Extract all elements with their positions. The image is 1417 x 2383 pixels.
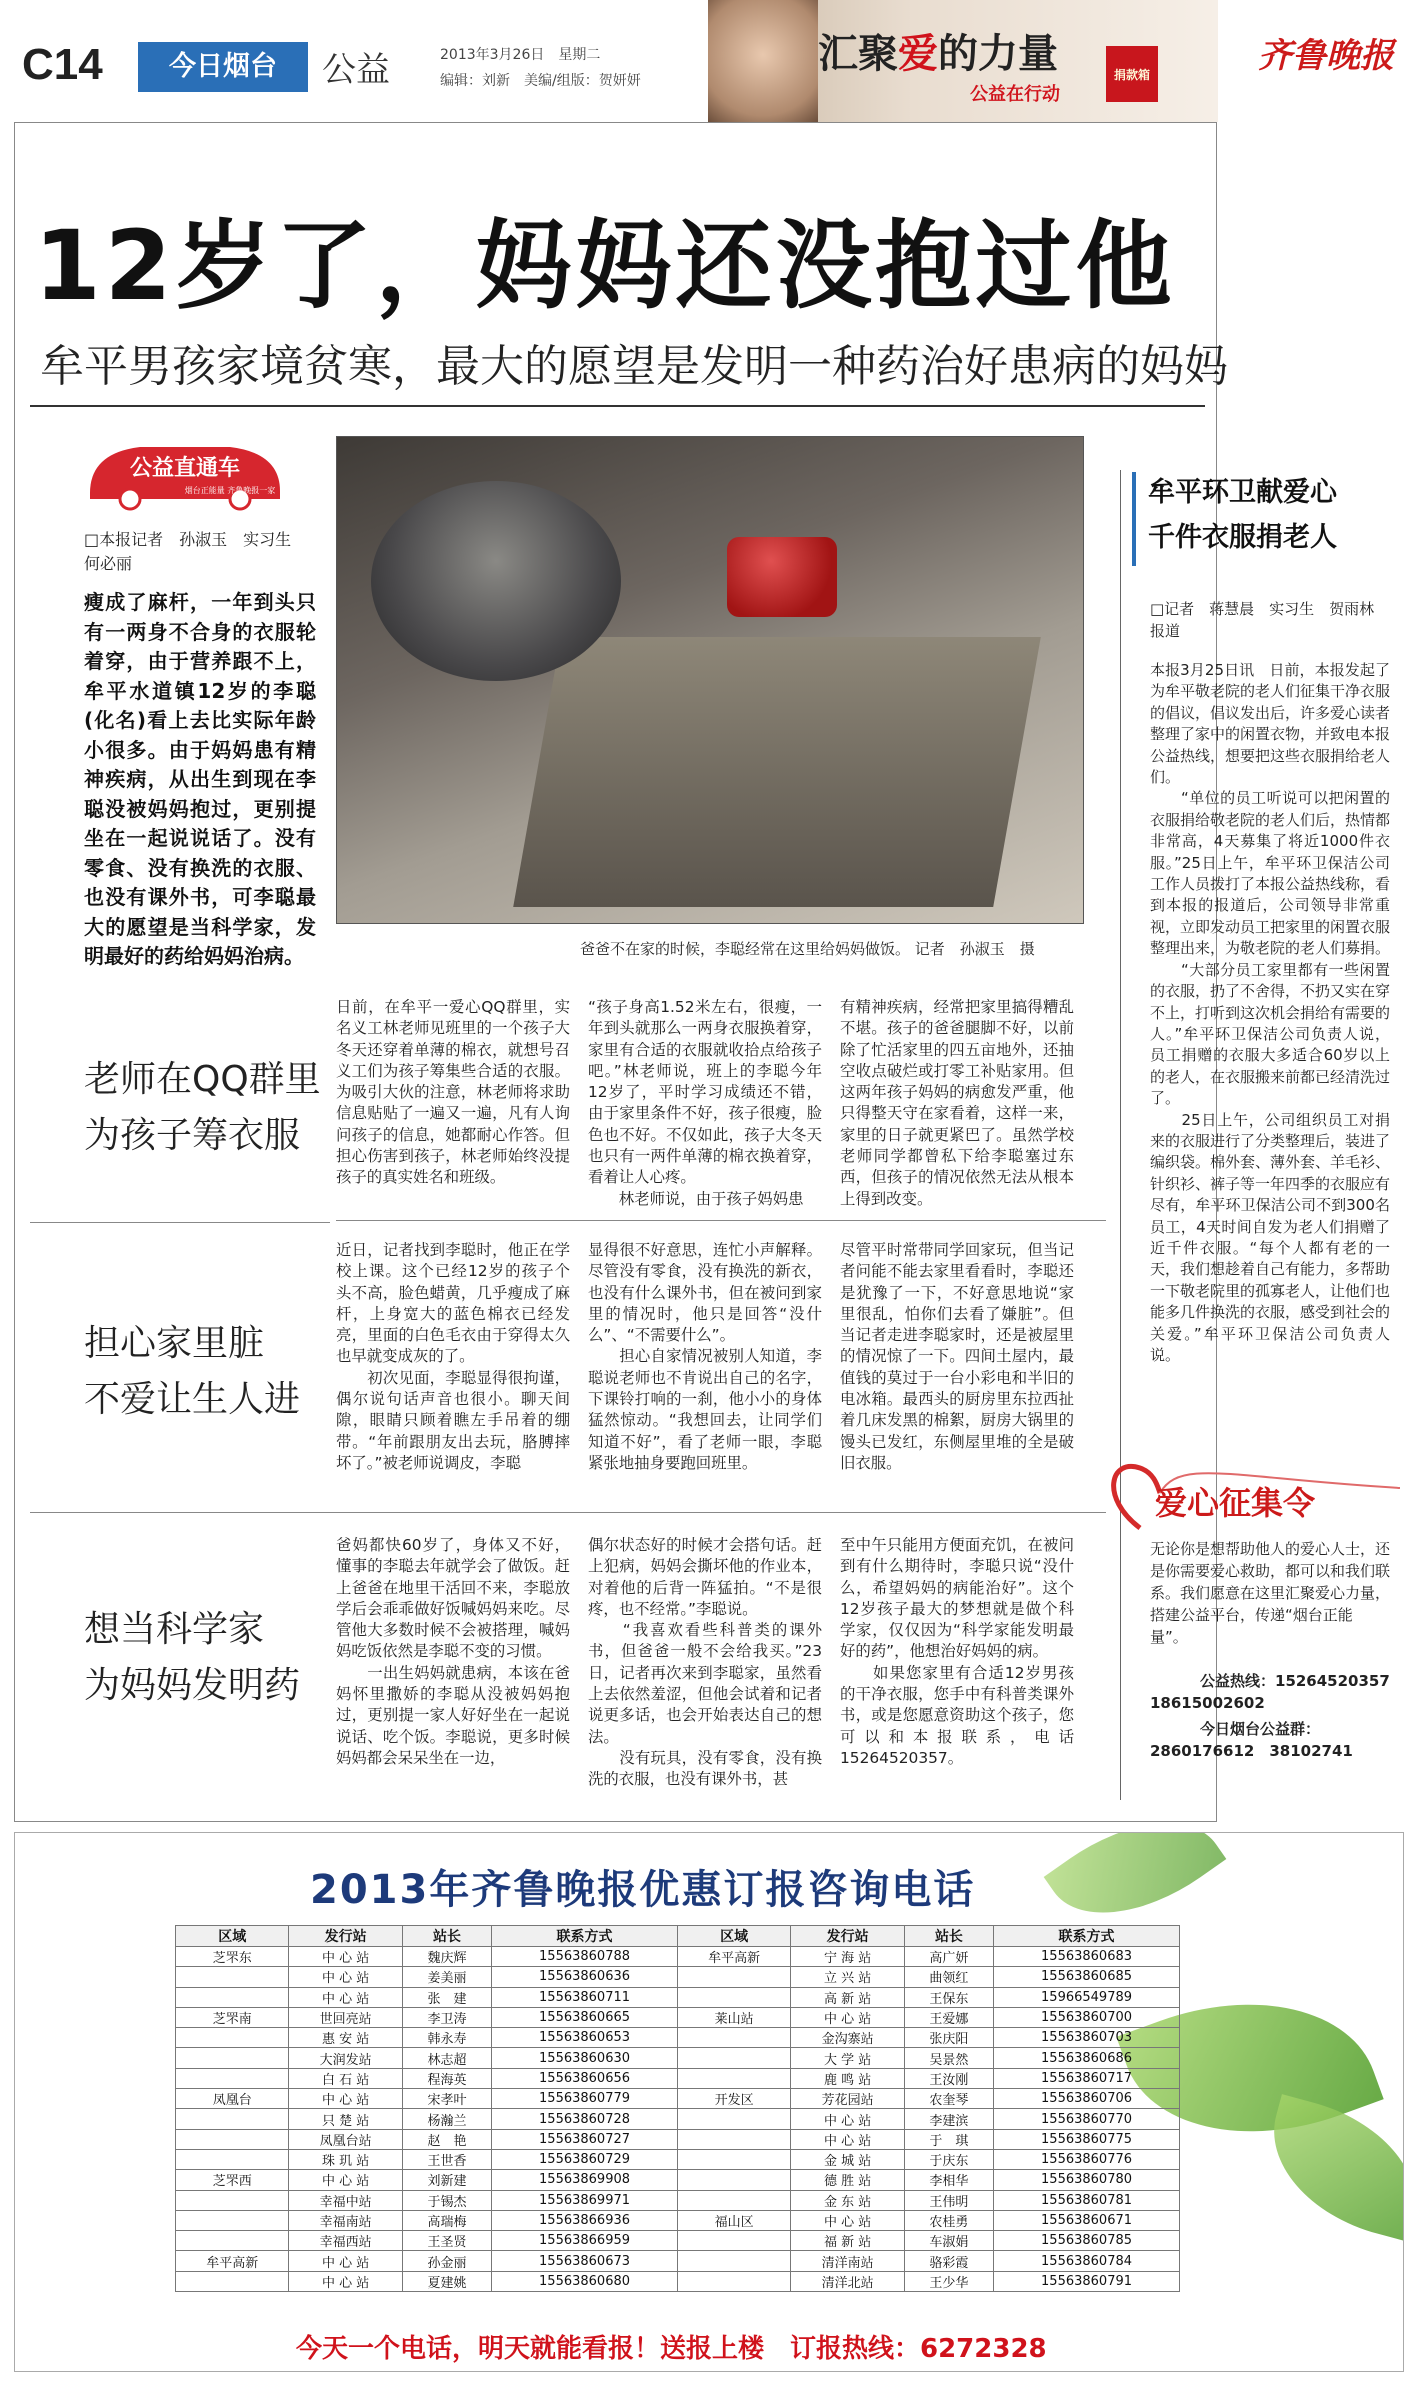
banner-subtitle: 公益在行动 (970, 84, 1060, 105)
table-cell: 福山区 (677, 2210, 790, 2230)
table-cell: 15563860791 (994, 2271, 1180, 2291)
table-cell: 金 东 站 (791, 2190, 904, 2210)
table-cell: 凤凰台站 (289, 2129, 402, 2149)
article-column: 尽管平时常带同学回家玩，但当记者问能不能去家里看看时，李聪还是犹豫了一下，不好意思地说“家里很乱，怕你们去看了嫌脏”。但当记者走进李聪家时，还是被屋里的情况惊了一下。四间土屋内，最值钱的莫过于一台小彩电和半旧的电冰箱。最西头的厨房里东拉西扯着几床发黑的棉絮，厨房大锅里的馒头已发红，东侧屋里堆的全是破旧衣服。 (840, 1241, 1074, 1472)
table-row (176, 2210, 1180, 2230)
table-cell: 15563860711 (492, 1987, 678, 2007)
accent-bar (1132, 472, 1136, 566)
table-cell: 李卫涛 (402, 2007, 491, 2027)
table-row (176, 2028, 1180, 2048)
table-cell: 15563860775 (994, 2129, 1180, 2149)
logo-text: 公益直通车 (129, 456, 241, 481)
side-byline: □记者 蒋慧晨 实习生 贺雨林 报道 (1150, 600, 1390, 640)
table-cell: 15966549789 (994, 1987, 1180, 2007)
table-cell: 幸福南站 (289, 2210, 402, 2230)
table-cell: 吴景然 (904, 2048, 993, 2068)
article-column: “孩子身高1.52米左右，很瘦，一年到头就那么一两身衣服换着穿，家里有合适的衣服就收拾点给孩子吧。”林老师说，班上的李聪今年12岁了，平时学习成绩还不错，由于家里条件不好，孩子很瘦，脸色也不好。不仅如此，孩子大冬天也只有一两件单薄的棉衣换着穿，看着让人心疼。 林老师说，由于孩子妈妈患 (588, 998, 822, 1208)
leaf-decoration (1253, 2094, 1404, 2242)
date: 2013年3月26日 星期二 (440, 47, 601, 63)
table-cell: 王少华 (904, 2271, 993, 2291)
stove-shape (513, 637, 1041, 907)
divider (30, 1222, 330, 1223)
table-cell: 清洋南站 (791, 2251, 904, 2271)
table-cell: 王保东 (904, 1987, 993, 2007)
table-cell: 15563860785 (994, 2231, 1180, 2251)
table-cell: 农桂勇 (904, 2210, 993, 2230)
table-cell: 中 心 站 (289, 1987, 402, 2007)
table-cell: 于 琪 (904, 2129, 993, 2149)
article-column: 显得很不好意思，连忙小声解释。尽管没有零食，没有换洗的新衣，也没有什么课外书，但在被问到家里的情况时，他只是回答“没什么”、“不需要什么”。 担心自家情况被别人知道，李聪说老师也不肯说出自己的名字，下课铃打响的一刹，他小小的身体猛然惊动。“我想回去，让同学们知道不好”，看了老师一眼，李聪紧张地抽身要跑回班里。 (588, 1241, 822, 1472)
table-cell: 凤凰台 (176, 2089, 289, 2109)
table-row (176, 2149, 1180, 2169)
table-cell (677, 2129, 790, 2149)
wok-shape (371, 481, 621, 681)
table-row (176, 2190, 1180, 2210)
callout-body: 无论你是想帮助他人的爱心人士，还是你需要爱心救助，都可以和我们联系。我们愿意在这里汇聚爱心力量，搭建公益平台，传递“烟台正能量”。 (1150, 1540, 1391, 1646)
divider (30, 405, 1205, 407)
hotline: 公益热线：15264520357 (1200, 1672, 1390, 1690)
table-row (176, 2231, 1180, 2251)
article-column: 日前，在牟平一爱心QQ群里，实名义工林老师见班里的一个孩子大冬天还穿着单薄的棉衣，就想号召义工们为孩子筹集些合适的衣服。为吸引大伙的注意，林老师将求助信息贴贴了一遍又一遍，凡有人询问孩子的信息，她都耐心作答。但担心伤害到孩子，林老师始终没提孩子的真实姓名和班级。 (336, 998, 570, 1187)
ad-footer: 今天一个电话，明天就能看报！送报上楼 订报热线：6272328 (296, 2334, 1047, 2364)
table-cell: 珠 玑 站 (289, 2149, 402, 2169)
table-cell: 芳花园站 (791, 2089, 904, 2109)
table-cell: 王汝刚 (904, 2068, 993, 2088)
table-cell: 15563860656 (492, 2068, 678, 2088)
table-cell (176, 1967, 289, 1987)
table-cell: 15563860630 (492, 2048, 678, 2068)
table-cell: 15563860717 (994, 2068, 1180, 2088)
table-cell: 开发区 (677, 2089, 790, 2109)
phone-label: 今日烟台公益群： (1200, 1720, 1321, 1738)
table-cell: 中 心 站 (289, 2170, 402, 2190)
table-cell: 15563860703 (994, 2028, 1180, 2048)
table-cell: 15563860779 (492, 2089, 678, 2109)
table-cell: 金 城 站 (791, 2149, 904, 2169)
table-cell: 只 楚 站 (289, 2109, 402, 2129)
side-headline: 牟平环卫献爱心 千件衣服捐老人 (1148, 477, 1337, 553)
charity-express-logo (80, 433, 290, 513)
table-cell: 农奎琴 (904, 2089, 993, 2109)
divider (336, 1220, 1106, 1221)
table-cell: 中 心 站 (289, 2089, 402, 2109)
charity-banner (708, 0, 1218, 122)
divider (30, 1512, 1106, 1513)
editors: 编辑：刘新 美编/组版：贺妍妍 (440, 73, 641, 89)
table-cell: 15563860784 (994, 2251, 1180, 2271)
table-cell: 幸福西站 (289, 2231, 402, 2251)
table-cell: 15563869908 (492, 2170, 678, 2190)
table-cell (677, 2109, 790, 2129)
table-cell (677, 2170, 790, 2190)
table-cell: 德 胜 站 (791, 2170, 904, 2190)
callout-title: 爱心征集令 (1155, 1484, 1316, 1522)
table-cell: 15563860683 (994, 1947, 1180, 1967)
table-cell: 15563860680 (492, 2271, 678, 2291)
table-cell: 芝罘东 (176, 1947, 289, 1967)
table-cell (677, 2048, 790, 2068)
table-cell: 15563860781 (994, 2190, 1180, 2210)
table-cell: 姜美丽 (402, 1967, 491, 1987)
table-cell: 中 心 站 (791, 2007, 904, 2027)
donation-box-icon: 捐款箱 (1106, 46, 1158, 102)
table-cell (677, 2028, 790, 2048)
table-cell (176, 2048, 289, 2068)
section-heading: 担心家里脏 不爱让生人进 (84, 1323, 301, 1420)
table-cell: 中 心 站 (289, 1967, 402, 1987)
table-cell: 世回亮站 (289, 2007, 402, 2027)
article-column: 至中午只能用方便面充饥，在被问到有什么期待时，李聪只说“没什么，希望妈妈的病能治好”。这个12岁孩子最大的梦想就是做个科学家，仅仅因为“科学家能发明最好的药”，他想治好妈妈的病。 如果您家里有合适12岁男孩的干净衣服，您手中有科普类课外书，或是您愿意资助这个孩子，您可以和本报联系，电话15264520357。 (840, 1536, 1074, 1767)
table-cell: 福 新 站 (791, 2231, 904, 2251)
table-cell: 高 新 站 (791, 1987, 904, 2007)
table-cell: 15563860776 (994, 2149, 1180, 2169)
phones: 2860176612 38102741 (1150, 1742, 1353, 1760)
table-cell (176, 2028, 289, 2048)
table-cell: 15563860700 (994, 2007, 1180, 2027)
table-cell: 15563860788 (492, 1947, 678, 1967)
table-cell (176, 1987, 289, 2007)
table-cell (677, 1967, 790, 1987)
table-cell: 王伟明 (904, 2190, 993, 2210)
table-cell (677, 2271, 790, 2291)
table-cell: 王爱娜 (904, 2007, 993, 2027)
table-cell (677, 1987, 790, 2007)
table-cell: 金沟寨站 (791, 2028, 904, 2048)
kitchen-photo (336, 436, 1084, 924)
table-cell: 杨瀚兰 (402, 2109, 491, 2129)
table-cell: 张 建 (402, 1987, 491, 2007)
hotline-2: 18615002602 (1150, 1694, 1265, 1712)
table-cell: 中 心 站 (791, 2129, 904, 2149)
table-cell: 立 兴 站 (791, 1967, 904, 1987)
byline: □本报记者 孙淑玉 实习生 何必丽 (84, 530, 308, 573)
table-cell: 芝罘西 (176, 2170, 289, 2190)
table-cell: 骆彩霞 (904, 2251, 993, 2271)
table-cell: 夏建姚 (402, 2271, 491, 2291)
article-column: 近日，记者找到李聪时，他正在学校上课。这个已经12岁的孩子个头不高，脸色蜡黄，几乎瘦成了麻杆，上身宽大的蓝色棉衣已经发亮，里面的白色毛衣由于穿得太久也早就变成灰的了。 初次见面，李聪显得很拘谨，偶尔说句话声音也很小。聊天间隙，眼睛只顾着瞧左手吊着的绷带。“年前跟朋友出去玩，胳膊摔坏了。”被老师说调皮，李聪 (336, 1241, 570, 1472)
section-name: 公益 (322, 50, 390, 90)
table-row (176, 1987, 1180, 2007)
table-cell (176, 2149, 289, 2169)
article-column: 爸妈都快60岁了，身体又不好，懂事的李聪去年就学会了做饭。赶上爸爸在地里干活回不来，李聪放学后会乖乖做好饭喊妈妈来吃。尽管他大多数时候不会被搭理，喊妈妈吃饭依然是李聪不变的习惯。 一出生妈妈就患病，本该在爸妈怀里撒娇的李聪从没被妈妈抱过，更别提一家人好好坐在一起说说话、吃个饭。李聪说，更多时候妈妈都会呆呆坐在一边， (336, 1536, 570, 1767)
table-cell: 惠 安 站 (289, 2028, 402, 2048)
ad-title: 2013年齐鲁晚报优惠订报咨询电话 (310, 1867, 976, 1913)
table-cell: 大 学 站 (791, 2048, 904, 2068)
table-cell: 中 心 站 (289, 1947, 402, 1967)
table-cell (176, 2231, 289, 2251)
table-cell: 15563860673 (492, 2251, 678, 2271)
table-cell (176, 2210, 289, 2230)
table-cell (176, 2109, 289, 2129)
table-cell: 李建滨 (904, 2109, 993, 2129)
table-cell: 15563860770 (994, 2109, 1180, 2129)
table-cell: 幸福中站 (289, 2190, 402, 2210)
table-row (176, 2129, 1180, 2149)
logo-small: 烟台正能量 齐鲁晚报一家 (184, 486, 276, 495)
table-row (176, 2170, 1180, 2190)
table-cell (677, 2149, 790, 2169)
table-cell: 鹿 鸣 站 (791, 2068, 904, 2088)
table-cell: 芝罘南 (176, 2007, 289, 2027)
table-cell: 王世香 (402, 2149, 491, 2169)
subheadline: 牟平男孩家境贫寒，最大的愿望是发明一种药治好患病的妈妈 (40, 341, 1228, 392)
table-cell: 15563860653 (492, 2028, 678, 2048)
table-row (176, 2271, 1180, 2291)
table-cell: 宋孝叶 (402, 2089, 491, 2109)
table-cell: 刘新建 (402, 2170, 491, 2190)
table-cell: 牟平高新 (677, 1947, 790, 1967)
dateline (440, 42, 641, 94)
paper-logo: 齐鲁晚报 (1258, 36, 1394, 76)
table-cell: 15563860706 (994, 2089, 1180, 2109)
table-cell: 车淑娟 (904, 2231, 993, 2251)
table-cell: 15563869971 (492, 2190, 678, 2210)
table-cell (677, 2068, 790, 2088)
banner-title: 汇聚爱的力量 (818, 31, 1058, 77)
table-cell (176, 2271, 289, 2291)
table-cell: 曲领红 (904, 1967, 993, 1987)
table-cell (176, 2068, 289, 2088)
table-cell: 中 心 站 (791, 2109, 904, 2129)
table-cell: 孙金丽 (402, 2251, 491, 2271)
table-cell: 宁 海 站 (791, 1947, 904, 1967)
child-photo (708, 0, 818, 122)
table-cell: 程海英 (402, 2068, 491, 2088)
table-cell: 15563860665 (492, 2007, 678, 2027)
table-row (176, 2089, 1180, 2109)
section-heading: 想当科学家 为妈妈发明药 (84, 1609, 301, 1706)
article-column: 偶尔状态好的时候才会搭句话。赶上犯病，妈妈会撕坏他的作业本，对着他的后背一阵猛拍。“不是很疼，也不经常。”李聪说。 “我喜欢看些科普类的课外书，但爸爸一般不会给我买。”23日，记者再次来到李聪家，虽然看上去依然羞涩，但他会试着和记者说更多话，也会开始表达自己的想法。 没有玩具，没有零食，没有换洗的衣服，也没有课外书，甚 (588, 1536, 822, 1789)
table-cell: 牟平高新 (176, 2251, 289, 2271)
table-cell: 高瑞梅 (402, 2210, 491, 2230)
table-cell: 于锡杰 (402, 2190, 491, 2210)
table-row (176, 1947, 1180, 1967)
article-column: 有精神疾病，经常把家里搞得糟乱不堪。孩子的爸爸腿脚不好，以前除了忙活家里的四五亩地外，还抽空收点破烂或打零工补贴家用。但这两年孩子妈妈的病愈发严重，他只得整天守在家看着，这样一来，家里的日子就更紧巴了。虽然学校老师同学都曾私下给李聪塞过东西，但孩子的情况依然无法从根本上得到改变。 (840, 998, 1074, 1208)
section-heading: 老师在QQ群里 为孩子筹衣服 (84, 1059, 321, 1156)
table-cell: 15563866936 (492, 2210, 678, 2230)
table-cell: 中 心 站 (289, 2271, 402, 2291)
table-cell: 中 心 站 (289, 2251, 402, 2271)
table-row (176, 2251, 1180, 2271)
table-cell: 莱山站 (677, 2007, 790, 2027)
table-cell: 于庆东 (904, 2149, 993, 2169)
table-cell: 15563866959 (492, 2231, 678, 2251)
table-row (176, 1967, 1180, 1987)
table-row (176, 2109, 1180, 2129)
side-body: 本报3月25日讯 日前，本报发起了为牟平敬老院的老人们征集干净衣服的倡议，倡议发出后，许多爱心读者整理了家中的闲置衣物，并致电本报公益热线，想要把这些衣服捐给老人们。 “单位的员工听说可以把闲置的衣服捐给敬老院的老人们后，热情都非常高，4天募集了将近1000件衣服。”25日上午，牟平环卫保洁公司工作人员拨打了本报公益热线称，看到本报的报道后，公司领导非常重视，立即发动员工把家里的闲置衣服整理出来，为敬老院的老人们募捐。 “大部分员工家里都有一些闲置的衣服，扔了不舍得，不扔又实在穿不上，打听到这次机会捐给有需要的人。”牟平环卫保洁公司负责人说，员工捐赠的衣服大多适合60岁以上的老人，在衣服搬来前都已经清洗过了。 25日上午，公司组织员工对捐来的衣服进行了分类整理后，装进了编织袋。棉外套、薄外套、羊毛衫、针织衫、裤子等一年四季的衣服应有尽有，牟平环卫保洁公司不到300名员工，4天时间自发为老人们捐赠了近千件衣服。“每个人都有老的一天，我们想趁着自己有能力，多帮助一下敬老院里的孤寡老人，让他们也能多几件换洗的衣服，感受到社会的关爱。”牟平环卫保洁公司负责人说。 (1150, 661, 1391, 1364)
page-number: C14 (22, 40, 103, 89)
table-cell: 15563860686 (994, 2048, 1180, 2068)
table-cell: 中 心 站 (791, 2210, 904, 2230)
table-cell: 15563860729 (492, 2149, 678, 2169)
table-cell: 李相华 (904, 2170, 993, 2190)
table-cell: 赵 艳 (402, 2129, 491, 2149)
subscription-table (175, 1925, 1180, 2292)
table-cell (677, 2190, 790, 2210)
table-row (176, 2068, 1180, 2088)
table-cell: 15563860685 (994, 1967, 1180, 1987)
table-cell (677, 2251, 790, 2271)
table-cell: 大润发站 (289, 2048, 402, 2068)
lede-paragraph: 瘦成了麻杆，一年到头只有一两身不合身的衣服轮着穿，由于营养跟不上，牟平水道镇12岁的李聪(化名)看上去比实际年龄小很多。由于妈妈患有精神疾病，从出生到现在李聪没被妈妈抱过，更别提坐在一起说说话了。没有零食、没有换洗的衣服、也没有课外书，可李聪最大的愿望是当科学家，发明最好的药给妈妈治病。 (84, 590, 316, 968)
table-cell: 15563860780 (994, 2170, 1180, 2190)
red-pot-shape (727, 537, 837, 617)
photo-caption: 爸爸不在家的时候，李聪经常在这里给妈妈做饭。 记者 孙淑玉 摄 (580, 940, 1035, 958)
table-row (176, 2048, 1180, 2068)
table-cell: 高广妍 (904, 1947, 993, 1967)
table-header-row: 区域 发行站 站长 联系方式 区域 发行站 站长 联系方式 (176, 1926, 1180, 1947)
table-cell: 清洋北站 (791, 2271, 904, 2291)
table-cell (176, 2190, 289, 2210)
table-cell: 张庆阳 (904, 2028, 993, 2048)
table-cell: 魏庆辉 (402, 1947, 491, 1967)
table-cell: 韩永寿 (402, 2028, 491, 2048)
table-cell (677, 2231, 790, 2251)
headline: 12岁了，妈妈还没抱过他 (34, 210, 1176, 322)
table-cell: 林志超 (402, 2048, 491, 2068)
column-divider (1120, 470, 1121, 1800)
table-cell: 15563860727 (492, 2129, 678, 2149)
table-cell (176, 2129, 289, 2149)
table-cell: 王圣贤 (402, 2231, 491, 2251)
table-cell: 15563860728 (492, 2109, 678, 2129)
table-cell: 15563860671 (994, 2210, 1180, 2230)
table-row (176, 2007, 1180, 2027)
table-cell: 白 石 站 (289, 2068, 402, 2088)
section-tab[interactable]: 今日烟台 (138, 42, 308, 92)
table-cell: 15563860636 (492, 1967, 678, 1987)
